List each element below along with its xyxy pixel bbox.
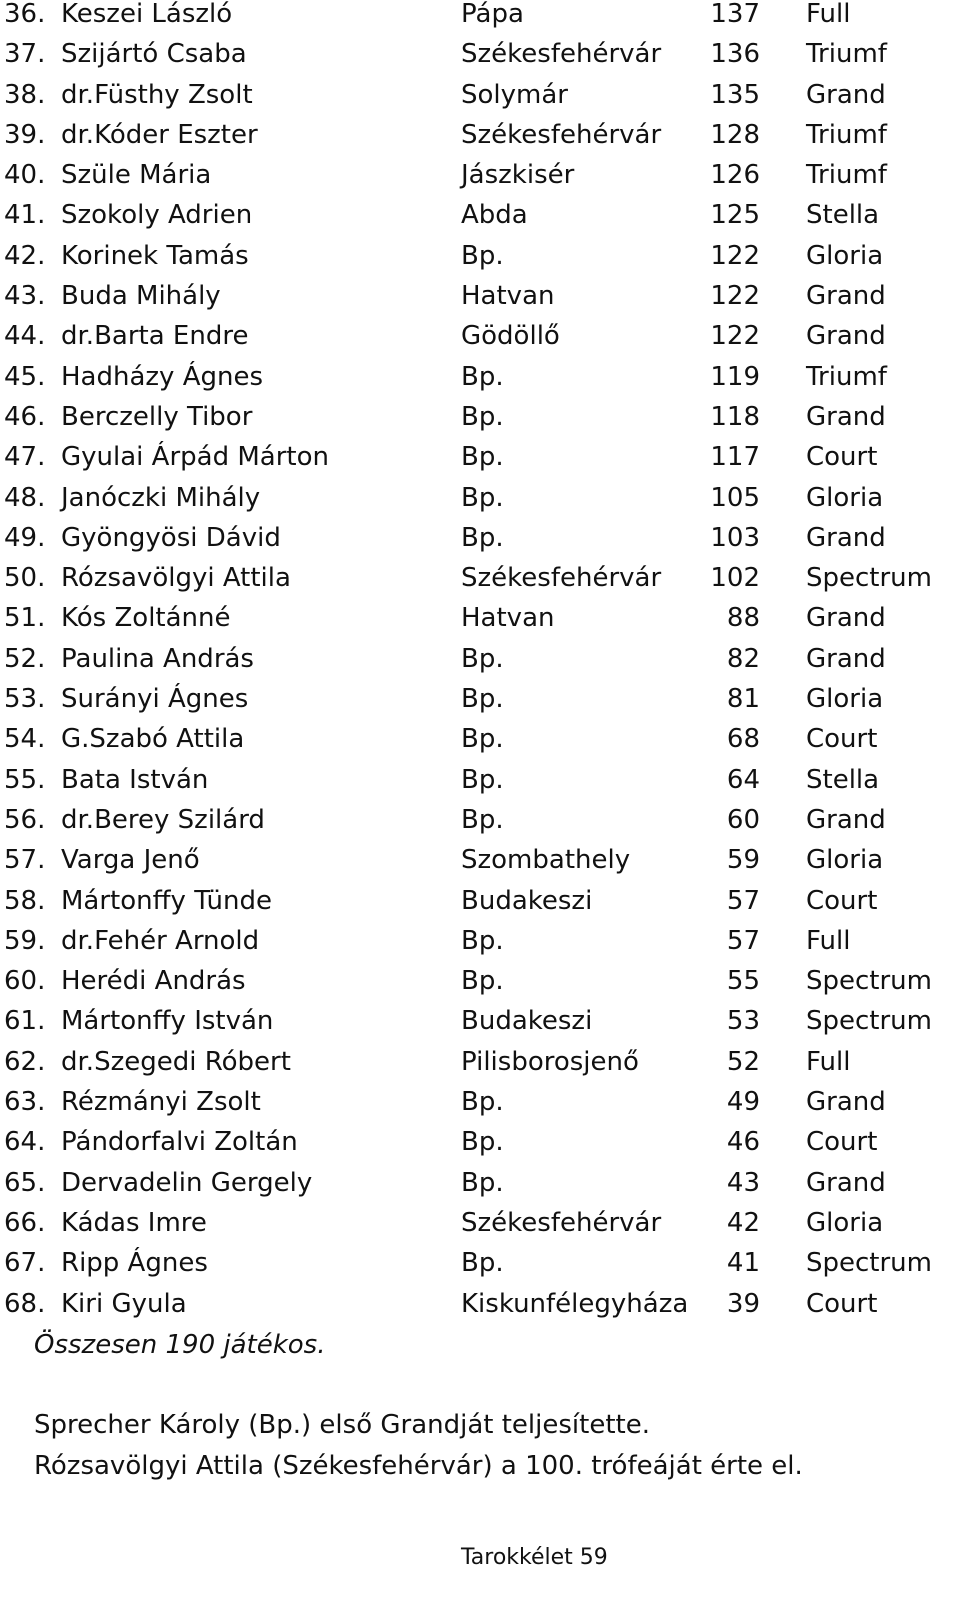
score-cell: 136 bbox=[710, 39, 760, 70]
table-row bbox=[0, 437, 960, 477]
score-cell: 117 bbox=[710, 442, 760, 473]
city-cell: Kiskunfélegyháza bbox=[461, 1288, 689, 1319]
trophy-cell: Triumf bbox=[806, 119, 887, 150]
rank-cell: 53. bbox=[4, 684, 46, 715]
score-cell: 49 bbox=[726, 1087, 760, 1118]
table-row bbox=[0, 357, 960, 397]
city-cell: Bp. bbox=[461, 1248, 504, 1279]
score-cell: 53 bbox=[726, 1006, 760, 1037]
table-row bbox=[0, 840, 960, 880]
score-cell: 125 bbox=[710, 200, 760, 231]
trophy-cell: Grand bbox=[806, 1167, 886, 1198]
trophy-cell: Court bbox=[806, 1127, 878, 1158]
table-row bbox=[0, 115, 960, 155]
trophy-cell: Court bbox=[806, 442, 878, 473]
trophy-cell: Court bbox=[806, 1288, 878, 1319]
city-cell: Bp. bbox=[461, 1087, 504, 1118]
city-cell: Bp. bbox=[461, 966, 504, 997]
score-cell: 103 bbox=[710, 522, 760, 553]
score-cell: 118 bbox=[710, 401, 760, 432]
trophy-cell: Gloria bbox=[806, 845, 884, 876]
city-cell: Bp. bbox=[461, 643, 504, 674]
trophy-cell: Gloria bbox=[806, 482, 884, 513]
trophy-cell: Spectrum bbox=[806, 1006, 932, 1037]
rank-cell: 50. bbox=[4, 563, 46, 594]
score-cell: 42 bbox=[726, 1207, 760, 1238]
trophy-cell: Grand bbox=[806, 281, 886, 312]
name-cell: Berczelly Tibor bbox=[61, 401, 253, 432]
table-row bbox=[0, 1082, 960, 1122]
city-cell: Gödöllő bbox=[461, 321, 560, 352]
city-cell: Bp. bbox=[461, 361, 504, 392]
city-cell: Bp. bbox=[461, 804, 504, 835]
city-cell: Székesfehérvár bbox=[461, 1207, 662, 1238]
rank-cell: 40. bbox=[4, 160, 46, 191]
rank-cell: 60. bbox=[4, 966, 46, 997]
name-cell: Janóczki Mihály bbox=[61, 482, 261, 513]
score-cell: 126 bbox=[710, 160, 760, 191]
score-cell: 105 bbox=[710, 482, 760, 513]
name-cell: Gyulai Árpád Márton bbox=[61, 442, 329, 473]
city-cell: Bp. bbox=[461, 401, 504, 432]
rank-cell: 54. bbox=[4, 724, 46, 755]
name-cell: Kádas Imre bbox=[61, 1207, 207, 1238]
city-cell: Bp. bbox=[461, 925, 504, 956]
note-first-grand: Sprecher Károly (Bp.) első Grandját teljesítette. bbox=[34, 1410, 650, 1440]
rank-cell: 51. bbox=[4, 603, 46, 634]
table-row bbox=[0, 478, 960, 518]
table-row bbox=[0, 881, 960, 921]
rank-cell: 61. bbox=[4, 1006, 46, 1037]
table-row bbox=[0, 800, 960, 840]
name-cell: Rózsavölgyi Attila bbox=[61, 563, 291, 594]
name-cell: Paulina András bbox=[61, 643, 254, 674]
score-cell: 102 bbox=[710, 563, 760, 594]
table-row bbox=[0, 316, 960, 356]
city-cell: Székesfehérvár bbox=[461, 119, 662, 150]
name-cell: Herédi András bbox=[61, 966, 246, 997]
trophy-cell: Triumf bbox=[806, 39, 887, 70]
score-cell: 59 bbox=[726, 845, 760, 876]
rank-cell: 44. bbox=[4, 321, 46, 352]
trophy-cell: Grand bbox=[806, 79, 886, 110]
rank-cell: 38. bbox=[4, 79, 46, 110]
rank-cell: 57. bbox=[4, 845, 46, 876]
name-cell: Pándorfalvi Zoltán bbox=[61, 1127, 298, 1158]
city-cell: Bp. bbox=[461, 442, 504, 473]
note-100th-trophy: Rózsavölgyi Attila (Székesfehérvár) a 100. trófeáját érte el. bbox=[34, 1450, 803, 1481]
trophy-cell: Gloria bbox=[806, 1207, 884, 1238]
name-cell: Ripp Ágnes bbox=[61, 1248, 208, 1279]
name-cell: Szüle Mária bbox=[61, 160, 212, 191]
rank-cell: 46. bbox=[4, 401, 46, 432]
trophy-cell: Full bbox=[806, 1046, 851, 1077]
name-cell: Kiri Gyula bbox=[61, 1288, 187, 1319]
city-cell: Hatvan bbox=[461, 603, 555, 634]
trophy-cell: Full bbox=[806, 0, 851, 29]
table-row bbox=[0, 1284, 960, 1324]
city-cell: Bp. bbox=[461, 482, 504, 513]
score-cell: 43 bbox=[726, 1167, 760, 1198]
city-cell: Bp. bbox=[461, 1167, 504, 1198]
table-row bbox=[0, 598, 960, 638]
city-cell: Solymár bbox=[461, 79, 568, 110]
trophy-cell: Grand bbox=[806, 321, 886, 352]
name-cell: Mártonffy István bbox=[61, 1006, 274, 1037]
table-row bbox=[0, 679, 960, 719]
table-row bbox=[0, 276, 960, 316]
name-cell: Gyöngyösi Dávid bbox=[61, 522, 281, 553]
table-row bbox=[0, 1001, 960, 1041]
score-cell: 41 bbox=[726, 1248, 760, 1279]
city-cell: Budakeszi bbox=[461, 1006, 593, 1037]
score-cell: 128 bbox=[710, 119, 760, 150]
score-cell: 46 bbox=[726, 1127, 760, 1158]
table-row bbox=[0, 236, 960, 276]
rank-cell: 36. bbox=[4, 0, 46, 29]
city-cell: Hatvan bbox=[461, 281, 555, 312]
trophy-cell: Full bbox=[806, 925, 851, 956]
trophy-cell: Grand bbox=[806, 401, 886, 432]
rank-cell: 66. bbox=[4, 1207, 46, 1238]
score-cell: 39 bbox=[726, 1288, 760, 1319]
city-cell: Pilisborosjenő bbox=[461, 1046, 639, 1077]
city-cell: Bp. bbox=[461, 764, 504, 795]
table-row bbox=[0, 1163, 960, 1203]
rank-cell: 39. bbox=[4, 119, 46, 150]
rank-cell: 41. bbox=[4, 200, 46, 231]
rank-cell: 49. bbox=[4, 522, 46, 553]
name-cell: dr.Füsthy Zsolt bbox=[61, 79, 253, 110]
rank-cell: 62. bbox=[4, 1046, 46, 1077]
table-row bbox=[0, 558, 960, 598]
table-row bbox=[0, 760, 960, 800]
name-cell: Kós Zoltánné bbox=[61, 603, 231, 634]
trophy-cell: Spectrum bbox=[806, 563, 932, 594]
table-row bbox=[0, 34, 960, 74]
table-row bbox=[0, 518, 960, 558]
rank-cell: 63. bbox=[4, 1087, 46, 1118]
table-row bbox=[0, 155, 960, 195]
table-row bbox=[0, 961, 960, 1001]
table-row bbox=[0, 719, 960, 759]
city-cell: Budakeszi bbox=[461, 885, 593, 916]
trophy-cell: Stella bbox=[806, 200, 880, 231]
table-row bbox=[0, 397, 960, 437]
rank-cell: 68. bbox=[4, 1288, 46, 1319]
table-row bbox=[0, 0, 960, 34]
score-cell: 64 bbox=[726, 764, 760, 795]
score-cell: 137 bbox=[710, 0, 760, 29]
score-cell: 122 bbox=[710, 281, 760, 312]
city-cell: Bp. bbox=[461, 724, 504, 755]
city-cell: Szombathely bbox=[461, 845, 631, 876]
score-cell: 57 bbox=[726, 885, 760, 916]
notes-block bbox=[34, 1405, 803, 1486]
table-row bbox=[0, 1122, 960, 1162]
name-cell: dr.Barta Endre bbox=[61, 321, 249, 352]
rank-cell: 58. bbox=[4, 885, 46, 916]
name-cell: Buda Mihály bbox=[61, 281, 221, 312]
table-row bbox=[0, 1042, 960, 1082]
table-row bbox=[0, 1243, 960, 1283]
trophy-cell: Spectrum bbox=[806, 966, 932, 997]
name-cell: Keszei László bbox=[61, 0, 233, 29]
trophy-cell: Spectrum bbox=[806, 1248, 932, 1279]
table-row bbox=[0, 639, 960, 679]
city-cell: Pápa bbox=[461, 0, 524, 29]
page-footer: Tarokkélet 59 bbox=[461, 1545, 608, 1570]
score-cell: 135 bbox=[710, 79, 760, 110]
rank-cell: 55. bbox=[4, 764, 46, 795]
score-cell: 57 bbox=[726, 925, 760, 956]
name-cell: dr.Kóder Eszter bbox=[61, 119, 258, 150]
name-cell: dr.Szegedi Róbert bbox=[61, 1046, 291, 1077]
trophy-cell: Gloria bbox=[806, 684, 884, 715]
rank-cell: 42. bbox=[4, 240, 46, 271]
rank-cell: 47. bbox=[4, 442, 46, 473]
trophy-cell: Court bbox=[806, 885, 878, 916]
city-cell: Bp. bbox=[461, 240, 504, 271]
city-cell: Bp. bbox=[461, 522, 504, 553]
rank-cell: 45. bbox=[4, 361, 46, 392]
city-cell: Bp. bbox=[461, 1127, 504, 1158]
score-cell: 60 bbox=[726, 804, 760, 835]
trophy-cell: Gloria bbox=[806, 240, 884, 271]
city-cell: Bp. bbox=[461, 684, 504, 715]
rank-cell: 52. bbox=[4, 643, 46, 674]
table-row bbox=[0, 1203, 960, 1243]
table-row bbox=[0, 921, 960, 961]
name-cell: Bata István bbox=[61, 764, 209, 795]
table-row bbox=[0, 75, 960, 115]
name-cell: Rézmányi Zsolt bbox=[61, 1087, 261, 1118]
city-cell: Jászkisér bbox=[461, 160, 575, 191]
name-cell: G.Szabó Attila bbox=[61, 724, 245, 755]
name-cell: Varga Jenő bbox=[61, 845, 200, 876]
score-cell: 81 bbox=[726, 684, 760, 715]
trophy-cell: Grand bbox=[806, 643, 886, 674]
score-cell: 122 bbox=[710, 240, 760, 271]
score-cell: 119 bbox=[710, 361, 760, 392]
name-cell: dr.Berey Szilárd bbox=[61, 804, 265, 835]
rank-cell: 65. bbox=[4, 1167, 46, 1198]
name-cell: Surányi Ágnes bbox=[61, 684, 249, 715]
trophy-cell: Grand bbox=[806, 804, 886, 835]
name-cell: dr.Fehér Arnold bbox=[61, 925, 260, 956]
trophy-cell: Grand bbox=[806, 1087, 886, 1118]
trophy-cell: Grand bbox=[806, 603, 886, 634]
name-cell: Szokoly Adrien bbox=[61, 200, 253, 231]
rank-cell: 67. bbox=[4, 1248, 46, 1279]
rank-cell: 59. bbox=[4, 925, 46, 956]
score-cell: 122 bbox=[710, 321, 760, 352]
name-cell: Szijártó Csaba bbox=[61, 39, 247, 70]
score-cell: 88 bbox=[726, 603, 760, 634]
trophy-cell: Triumf bbox=[806, 160, 887, 191]
name-cell: Korinek Tamás bbox=[61, 240, 249, 271]
trophy-cell: Stella bbox=[806, 764, 880, 795]
score-cell: 52 bbox=[726, 1046, 760, 1077]
table-row bbox=[0, 195, 960, 235]
rank-cell: 48. bbox=[4, 482, 46, 513]
score-cell: 68 bbox=[726, 724, 760, 755]
score-cell: 82 bbox=[726, 643, 760, 674]
score-cell: 55 bbox=[726, 966, 760, 997]
name-cell: Dervadelin Gergely bbox=[61, 1167, 313, 1198]
name-cell: Mártonffy Tünde bbox=[61, 885, 272, 916]
rank-cell: 43. bbox=[4, 281, 46, 312]
city-cell: Abda bbox=[461, 200, 528, 231]
trophy-cell: Grand bbox=[806, 522, 886, 553]
city-cell: Székesfehérvár bbox=[461, 39, 662, 70]
city-cell: Székesfehérvár bbox=[461, 563, 662, 594]
rank-cell: 64. bbox=[4, 1127, 46, 1158]
trophy-cell: Court bbox=[806, 724, 878, 755]
name-cell: Hadházy Ágnes bbox=[61, 361, 264, 392]
trophy-cell: Triumf bbox=[806, 361, 887, 392]
rank-cell: 56. bbox=[4, 804, 46, 835]
rank-cell: 37. bbox=[4, 39, 46, 70]
total-players-note: Összesen 190 játékos. bbox=[34, 1330, 326, 1360]
